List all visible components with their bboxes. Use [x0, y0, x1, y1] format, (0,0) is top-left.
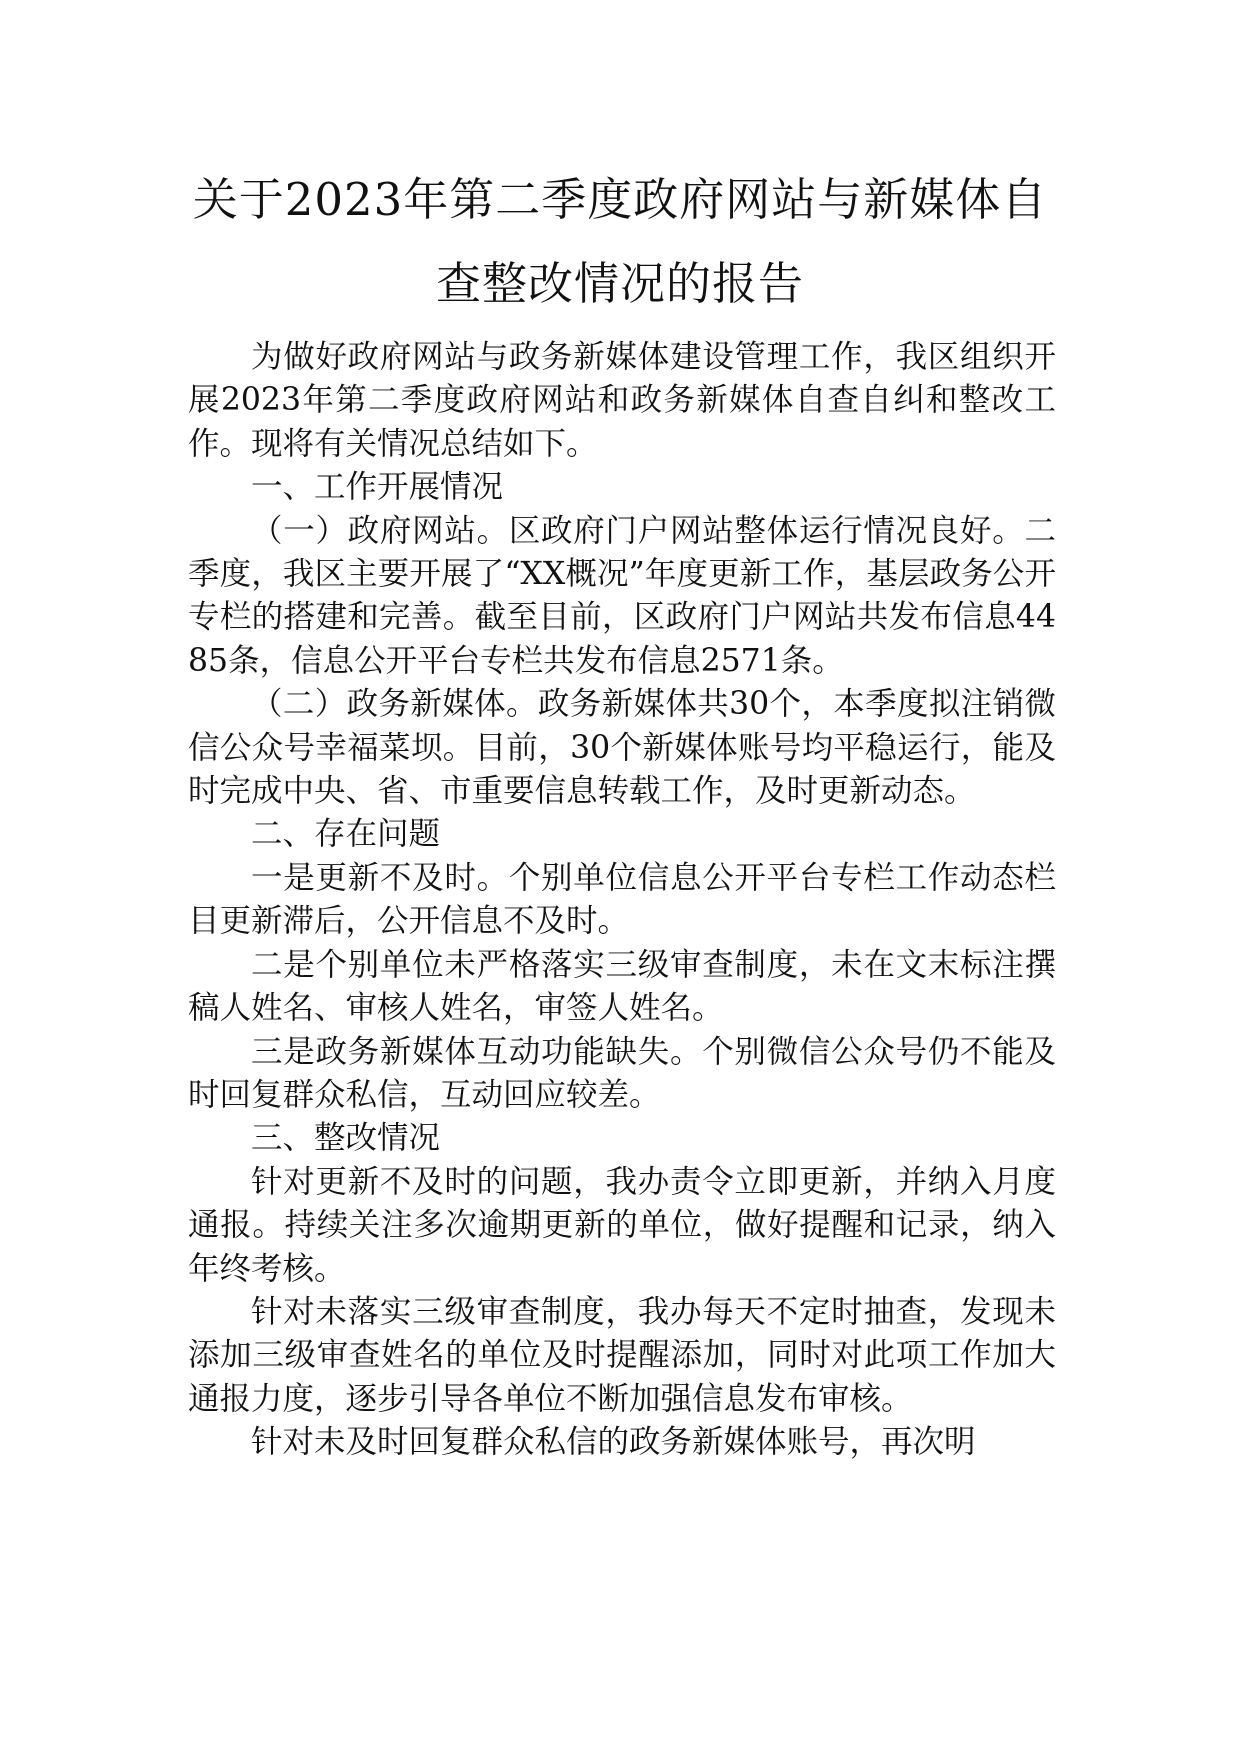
title-line-1: 关于2023年第二季度政府网站与新媒体自 — [192, 173, 1048, 226]
intro-paragraph: 为做好政府网站与政务新媒体建设管理工作，我区组织开展2023年第二季度政府网站和政务新媒体自查自纠和整改工作。现将有关情况总结如下。 — [188, 339, 1056, 462]
document-body — [188, 336, 1056, 1465]
paragraph-rectification-2: 针对未落实三级审查制度，我办每天不定时抽查，发现未添加三级审查姓名的单位及时提醒添加，同时对此项工作加大通报力度，逐步引导各单位不断加强信息发布审核。 — [188, 1293, 1056, 1417]
document-title — [150, 158, 1090, 326]
title-line-2: 查整改情况的报告 — [435, 257, 804, 310]
paragraph-government-website: （一）政府网站。区政府门户网站整体运行情况良好。二季度，我区主要开展了“XX概况”年度更新工作，基层政务公开专栏的搭建和完善。截至目前，区政府门户网站共发布信息4485条，信息公开平台专栏共发布信息2571条。 — [188, 512, 1056, 679]
section-heading-work: 一、工作开展情况 — [251, 469, 504, 506]
paragraph-rectification-1: 针对更新不及时的问题，我办责令立即更新，并纳入月度通报。持续关注多次逾期更新的单位，做好提醒和记录，纳入年终考核。 — [188, 1163, 1056, 1287]
paragraph-problem-2: 二是个别单位未严格落实三级审查制度，未在文末标注撰稿人姓名、审核人姓名，审签人姓名。 — [188, 946, 1056, 1027]
paragraph-new-media: （二）政务新媒体。政务新媒体共30个，本季度拟注销微信公众号幸福菜坝。目前，30个新媒体账号均平稳运行，能及时完成中央、省、市重要信息转载工作，及时更新动态。 — [188, 686, 1056, 810]
paragraph-problem-3: 三是政务新媒体互动功能缺失。个别微信公众号仍不能及时回复群众私信，互动回应较差。 — [188, 1033, 1056, 1113]
section-heading-problems: 二、存在问题 — [251, 816, 441, 853]
section-heading-rectification: 三、整改情况 — [251, 1120, 441, 1157]
paragraph-problem-1: 一是更新不及时。个别单位信息公开平台专栏工作动态栏目更新滞后，公开信息不及时。 — [188, 859, 1056, 940]
paragraph-rectification-3: 针对未及时回复群众私信的政务新媒体账号，再次明 — [251, 1424, 976, 1461]
